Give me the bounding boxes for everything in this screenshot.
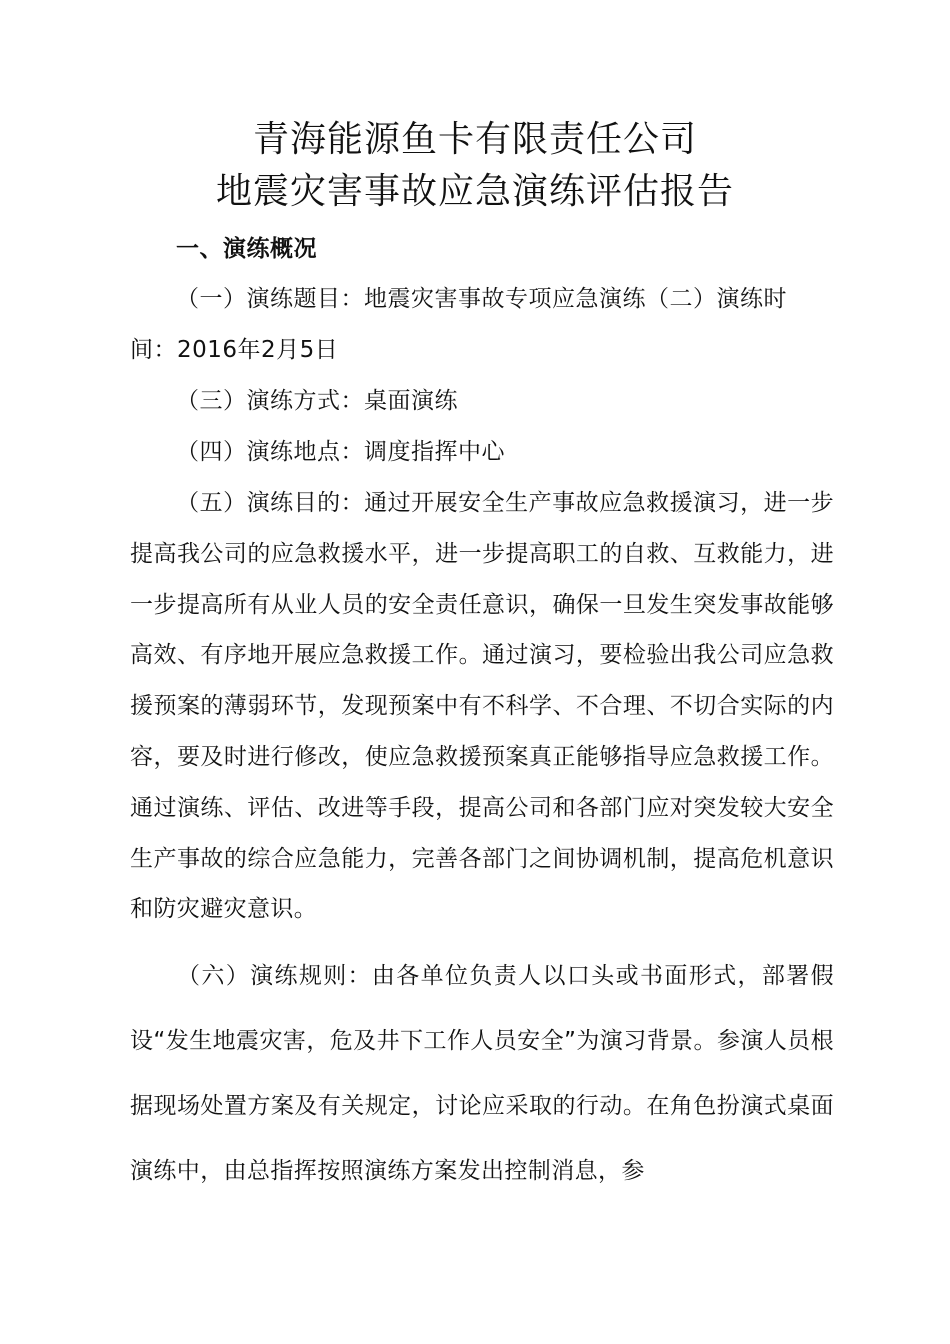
item-drill-purpose-text: （五）演练目的：通过开展安全生产事故应急救援演习，进一步提高我公司的应急救援水平，进一步提高职工的自救、互救能力，进一步提高所有从业人员的安全责任意识，确保一旦发生突发事故能够高效、有序地开展应急救援工作。通过演习，要检验出我公司应急救援预案的薄弱环节，发现预案中有不科学、不合理、不切合实际的内容，要及时进行修改，使应急救援预案真正能够指导应急救援工作。通过演练、评估、改进等手段，提高公司和各部门应对突发较大安全生产事故的综合应急能力，完善各部门之间协调机制，提高危机意识和防灾避灾意识。 <box>130 490 834 923</box>
item-drill-time: 间：2016年2月5日 <box>130 337 339 363</box>
item-drill-topic: （一）演练题目：地震灾害事故专项应急演练（二）演练时 <box>176 286 787 312</box>
item-drill-rules-text: （六）演练规则：由各单位负责人以口头或书面形式，部署假设“发生地震灾害，危及井下工作人员安全”为演习背景。参演人员根据现场处置方案及有关规定，讨论应采取的行动。在角色扮演式桌面演练中，由总指挥按照演练方案发出控制消息，参 <box>130 963 834 1184</box>
item-drill-purpose <box>130 478 834 935</box>
item-drill-method: （三）演练方式：桌面演练 <box>176 388 458 414</box>
document-title-company: 青海能源鱼卡有限责任公司 <box>252 119 697 160</box>
item-drill-rules <box>130 944 834 1204</box>
document-title-report: 地震灾害事故应急演练评估报告 <box>215 171 734 212</box>
section-heading-overview: 一、演练概况 <box>176 236 317 262</box>
item-drill-location: （四）演练地点：调度指挥中心 <box>176 439 505 465</box>
